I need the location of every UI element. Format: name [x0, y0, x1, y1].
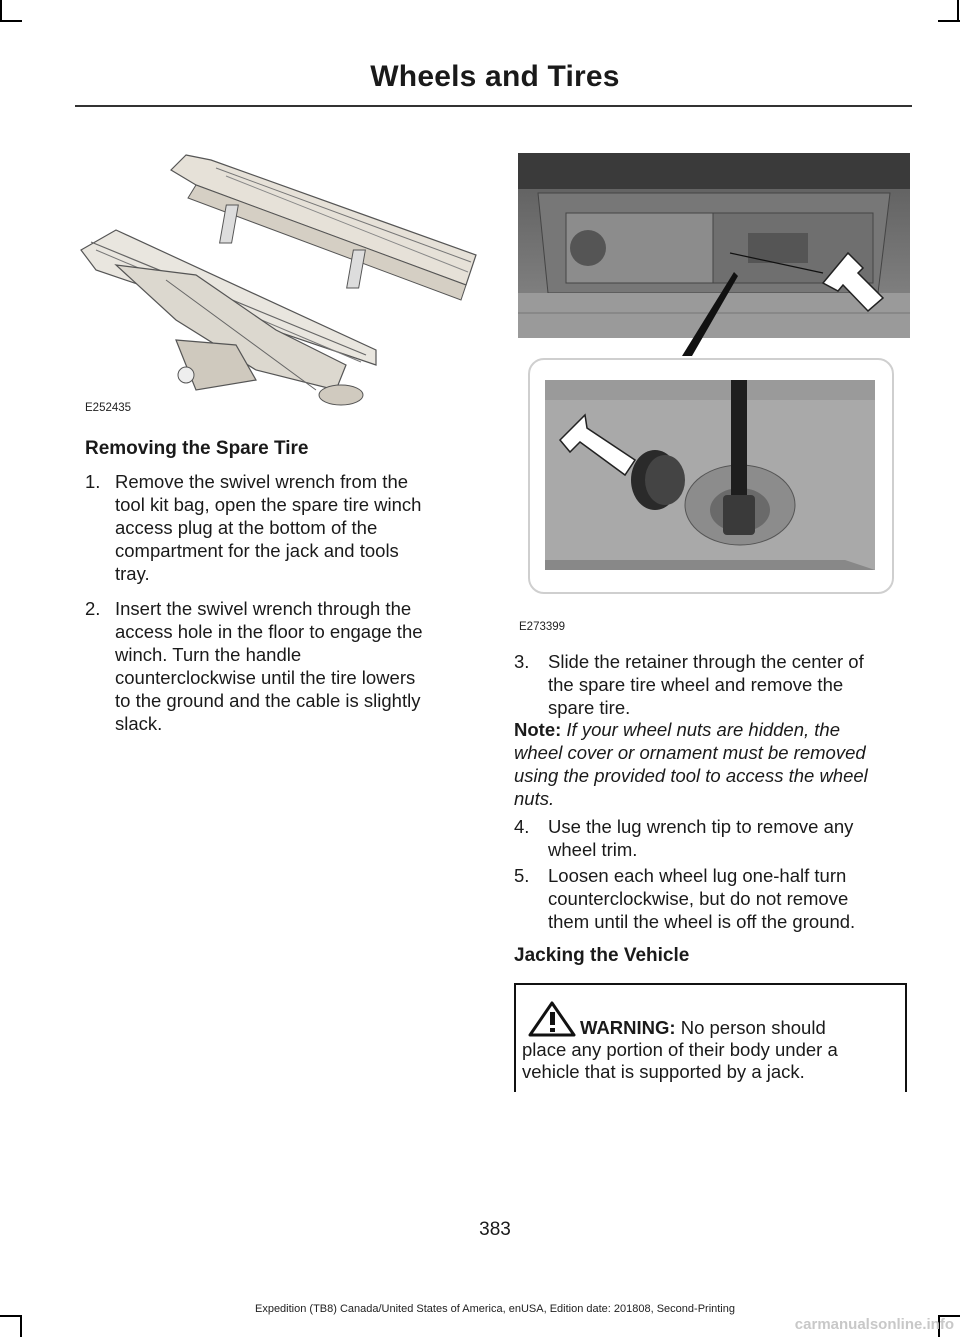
list-number: 5.	[514, 865, 530, 886]
list-item-line: access hole in the floor to engage the	[115, 621, 423, 642]
warning-box	[514, 983, 907, 1092]
winch-access-detail-photo	[545, 380, 875, 570]
note-line: using the provided tool to access the wheel	[514, 765, 868, 786]
crop-mark	[957, 0, 959, 22]
list-number: 4.	[514, 816, 530, 837]
callout-pointer	[680, 270, 740, 360]
list-number: 3.	[514, 651, 530, 672]
crop-mark	[0, 0, 2, 22]
list-item-line: Loosen each wheel lug one-half turn	[548, 865, 847, 886]
note-line: wheel cover or ornament must be removed	[514, 742, 866, 763]
crop-mark	[0, 1315, 22, 1317]
warning-line: No person should	[680, 1017, 826, 1038]
list-item-line: counterclockwise until the tire lowers	[115, 667, 416, 688]
figure-code: E273399	[519, 621, 566, 633]
section-heading: Removing the Spare Tire	[85, 438, 309, 459]
crop-mark	[20, 1315, 22, 1337]
list-item-line: Slide the retainer through the center of	[548, 651, 864, 672]
section-heading: Jacking the Vehicle	[514, 945, 690, 966]
crop-mark	[938, 20, 960, 22]
list-item-line: tool kit bag, open the spare tire winch	[115, 494, 422, 515]
note-line: nuts.	[514, 788, 555, 809]
header-divider	[75, 105, 912, 107]
list-item-line: compartment for the jack and tools	[115, 540, 399, 561]
watermark: carmanualsonline.info	[794, 1316, 954, 1333]
list-number: 2.	[85, 598, 101, 619]
page-number: 383	[479, 1219, 511, 1240]
list-item-line: spare tire.	[548, 697, 631, 718]
list-item-line: winch. Turn the handle	[115, 644, 302, 665]
list-item-line: access plug at the bottom of the	[115, 517, 378, 538]
list-item-line: counterclockwise, but do not remove	[548, 888, 849, 909]
list-item-line: to the ground and the cable is slightly	[115, 690, 421, 711]
note-line: If your wheel nuts are hidden, the	[566, 719, 840, 740]
list-item-line: them until the wheel is off the ground.	[548, 911, 856, 932]
list-item-line: slack.	[115, 713, 163, 734]
list-item-line: Insert the swivel wrench through the	[115, 598, 412, 619]
warning-label: WARNING:	[580, 1017, 676, 1038]
note-paragraph	[514, 718, 909, 810]
page-title: Wheels and Tires	[370, 60, 620, 93]
warning-line: vehicle that is supported by a jack.	[522, 1061, 805, 1082]
list-item-line: wheel trim.	[548, 839, 638, 860]
footer-edition-text: Expedition (TB8) Canada/United States of America, enUSA, Edition date: 201808, Second-Printing	[254, 1303, 735, 1315]
list-item-line: tray.	[115, 563, 150, 584]
crop-mark	[0, 20, 22, 22]
figure-code: E252435	[85, 402, 132, 414]
list-item-line: Remove the swivel wrench from the	[115, 471, 409, 492]
warning-line: place any portion of their body under a	[522, 1039, 838, 1060]
list-item-line: Use the lug wrench tip to remove any	[548, 816, 854, 837]
list-item-line: the spare tire wheel and remove the	[548, 674, 844, 695]
warning-text	[522, 1017, 900, 1083]
jack-tools-illustration	[76, 150, 481, 412]
note-label: Note:	[514, 719, 562, 740]
list-number: 1.	[85, 471, 101, 492]
